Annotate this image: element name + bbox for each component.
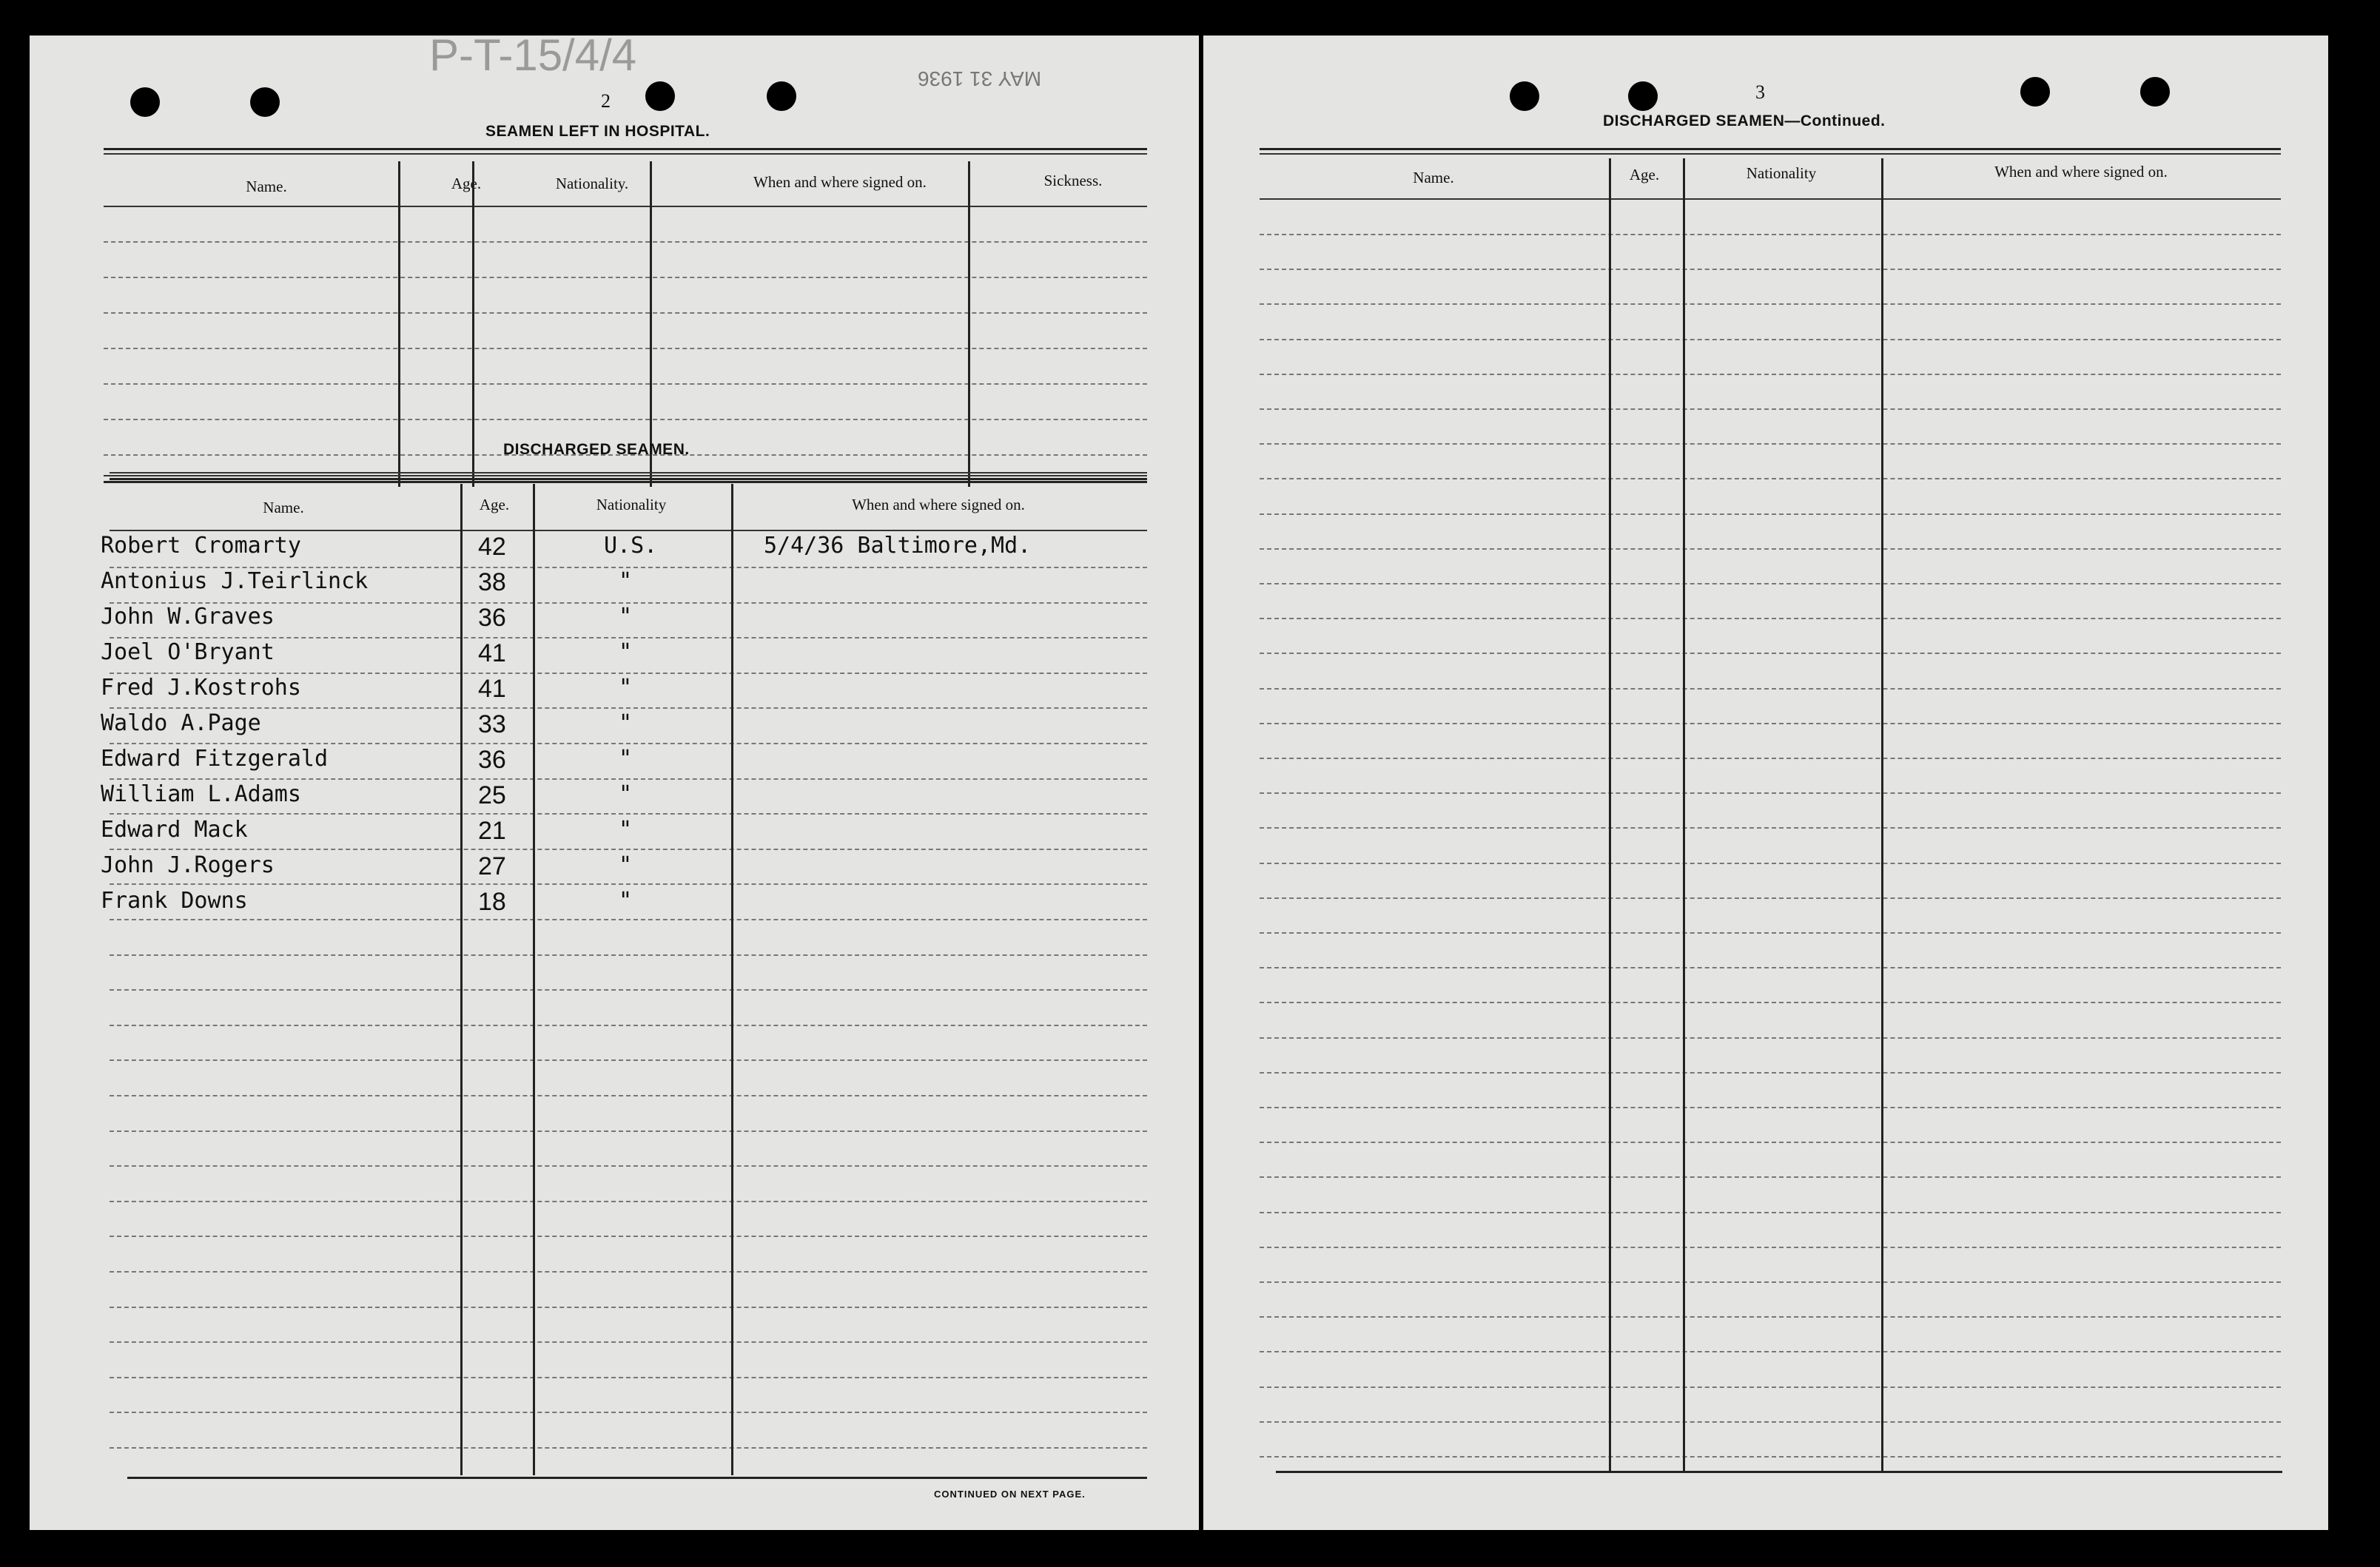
row-line bbox=[110, 1236, 1147, 1237]
seaman-age: 27 bbox=[478, 852, 506, 880]
punch-hole bbox=[1510, 81, 1539, 111]
seaman-name: Waldo A.Page bbox=[101, 710, 261, 736]
seaman-age: 42 bbox=[478, 533, 506, 561]
row-line bbox=[110, 637, 1147, 638]
row-line bbox=[110, 1341, 1147, 1343]
discharged-title: DISCHARGED SEAMEN. bbox=[503, 441, 690, 458]
rule bbox=[110, 478, 1147, 480]
row-line bbox=[104, 312, 1147, 314]
seaman-name: John W.Graves bbox=[101, 604, 275, 630]
seaman-name: Fred J.Kostrohs bbox=[101, 675, 301, 701]
col-divider bbox=[650, 161, 652, 487]
row-line bbox=[110, 883, 1147, 885]
row-line bbox=[1260, 339, 2281, 340]
continued-footer: CONTINUED ON NEXT PAGE. bbox=[934, 1489, 1086, 1500]
row-line bbox=[1260, 1456, 2281, 1458]
row-line bbox=[110, 849, 1147, 850]
hospital-col-nationality: Nationality. bbox=[555, 175, 629, 192]
seaman-age: 36 bbox=[478, 604, 506, 632]
date-stamp: MAY 31 1936 bbox=[918, 67, 1042, 90]
seaman-age: 36 bbox=[478, 746, 506, 774]
row-line bbox=[1260, 303, 2281, 305]
seaman-name: Edward Fitzgerald bbox=[101, 746, 329, 772]
row-line bbox=[1260, 1072, 2281, 1074]
seaman-name: Edward Mack bbox=[101, 817, 248, 843]
row-line bbox=[110, 778, 1147, 780]
right-page bbox=[1203, 52, 2328, 1530]
discharged-col-name: Name. bbox=[263, 499, 304, 516]
row-line bbox=[1260, 863, 2281, 864]
punch-hole bbox=[130, 87, 160, 117]
row-line bbox=[104, 419, 1147, 420]
hospital-col-signed-on: When and where signed on. bbox=[753, 173, 927, 191]
seaman-nationality: " bbox=[619, 888, 633, 914]
seaman-name: Frank Downs bbox=[101, 888, 248, 914]
discharged-col-signed-on: When and where signed on. bbox=[852, 496, 1025, 513]
rule bbox=[1260, 153, 2281, 155]
row-line bbox=[110, 989, 1147, 991]
seaman-nationality: U.S. bbox=[604, 533, 658, 559]
row-line bbox=[1260, 1386, 2281, 1388]
seaman-nationality: " bbox=[619, 639, 633, 665]
row-line bbox=[110, 1130, 1147, 1132]
row-line bbox=[1260, 1107, 2281, 1108]
row-line bbox=[104, 277, 1147, 278]
punch-hole bbox=[2140, 77, 2170, 107]
col-signed-on: When and where signed on. bbox=[1994, 163, 2168, 181]
hospital-col-age: Age. bbox=[451, 175, 482, 192]
punch-hole bbox=[250, 87, 280, 117]
row-line bbox=[110, 1412, 1147, 1413]
row-line bbox=[1260, 269, 2281, 270]
row-line bbox=[1260, 792, 2281, 794]
col-divider bbox=[398, 161, 400, 487]
row-line bbox=[1260, 1176, 2281, 1178]
row-line bbox=[110, 1201, 1147, 1202]
row-line bbox=[1260, 897, 2281, 899]
rule bbox=[127, 1477, 1147, 1479]
row-line bbox=[110, 1025, 1147, 1026]
seaman-age: 38 bbox=[478, 568, 506, 596]
row-line bbox=[110, 743, 1147, 744]
rule bbox=[104, 148, 1147, 150]
seaman-nationality: " bbox=[619, 604, 633, 630]
page-number: 2 bbox=[601, 90, 611, 112]
rule bbox=[104, 481, 1147, 483]
row-line bbox=[1260, 583, 2281, 584]
row-line bbox=[110, 1447, 1147, 1449]
seaman-nationality: " bbox=[619, 852, 633, 878]
row-line bbox=[110, 1095, 1147, 1096]
row-line bbox=[1260, 548, 2281, 550]
row-line bbox=[1260, 653, 2281, 654]
seaman-age: 18 bbox=[478, 888, 506, 916]
seaman-nationality: " bbox=[619, 710, 633, 736]
rule bbox=[104, 475, 1147, 476]
row-line bbox=[1260, 1212, 2281, 1213]
seaman-signed-on: 5/4/36 Baltimore,Md. bbox=[764, 533, 1032, 559]
seaman-age: 41 bbox=[478, 639, 506, 667]
col-divider bbox=[460, 484, 463, 1475]
hospital-col-name: Name. bbox=[246, 178, 287, 195]
page-number: 3 bbox=[1755, 81, 1765, 103]
seaman-name: Joel O'Bryant bbox=[101, 639, 275, 665]
row-line bbox=[1260, 723, 2281, 724]
rule bbox=[110, 472, 1147, 474]
row-line bbox=[110, 1165, 1147, 1167]
col-age: Age. bbox=[1629, 166, 1660, 183]
col-name: Name. bbox=[1413, 169, 1454, 186]
row-line bbox=[1260, 1037, 2281, 1039]
row-line bbox=[1260, 1351, 2281, 1352]
row-line bbox=[104, 348, 1147, 349]
left-page bbox=[30, 30, 1199, 1530]
col-divider bbox=[1881, 158, 1883, 1471]
seaman-nationality: " bbox=[619, 781, 633, 807]
row-line bbox=[1260, 234, 2281, 235]
row-line bbox=[1260, 1142, 2281, 1143]
row-line bbox=[1260, 374, 2281, 375]
hospital-col-sickness: Sickness. bbox=[1043, 172, 1103, 189]
seaman-age: 21 bbox=[478, 817, 506, 845]
col-divider bbox=[968, 161, 970, 487]
col-divider bbox=[1683, 158, 1685, 1471]
row-line bbox=[110, 1059, 1147, 1061]
discharged-col-nationality: Nationality bbox=[596, 496, 667, 513]
row-line bbox=[1260, 758, 2281, 759]
punch-hole bbox=[645, 81, 675, 111]
seaman-age: 33 bbox=[478, 710, 506, 738]
discharged-col-age: Age. bbox=[479, 496, 510, 513]
seaman-name: John J.Rogers bbox=[101, 852, 275, 878]
row-line bbox=[110, 1377, 1147, 1378]
row-line bbox=[110, 813, 1147, 815]
seaman-age: 41 bbox=[478, 675, 506, 703]
row-line bbox=[1260, 1281, 2281, 1283]
row-line bbox=[110, 1307, 1147, 1308]
punch-hole bbox=[1628, 81, 1658, 111]
row-line bbox=[104, 241, 1147, 243]
seaman-name: William L.Adams bbox=[101, 781, 301, 807]
seaman-nationality: " bbox=[619, 746, 633, 772]
header-rule bbox=[110, 530, 1147, 531]
rule bbox=[1276, 1471, 2282, 1473]
punch-hole bbox=[767, 81, 796, 111]
row-line bbox=[1260, 1421, 2281, 1423]
row-line bbox=[1260, 967, 2281, 968]
row-line bbox=[1260, 618, 2281, 619]
row-line bbox=[1260, 932, 2281, 934]
punch-hole bbox=[2020, 77, 2050, 107]
col-divider bbox=[533, 484, 535, 1475]
hospital-title: SEAMEN LEFT IN HOSPITAL. bbox=[485, 123, 710, 140]
row-line bbox=[110, 673, 1147, 674]
row-line bbox=[1260, 1316, 2281, 1318]
seaman-name: Antonius J.Teirlinck bbox=[101, 568, 369, 594]
row-line bbox=[1260, 688, 2281, 690]
header-rule bbox=[104, 206, 1147, 207]
col-divider bbox=[1609, 158, 1611, 1471]
discharged-continued-title: DISCHARGED SEAMEN—Continued. bbox=[1603, 112, 1886, 129]
row-line bbox=[110, 707, 1147, 709]
ink-stamp: P-T-15/4/4 bbox=[429, 30, 637, 80]
seaman-nationality: " bbox=[619, 675, 633, 701]
row-line bbox=[1260, 513, 2281, 515]
seaman-nationality: " bbox=[619, 568, 633, 594]
row-line bbox=[110, 954, 1147, 956]
row-line bbox=[1260, 827, 2281, 829]
seaman-nationality: " bbox=[619, 817, 633, 843]
row-line bbox=[1260, 443, 2281, 445]
row-line bbox=[104, 383, 1147, 385]
col-nationality: Nationality bbox=[1746, 164, 1817, 182]
header-rule bbox=[1260, 198, 2281, 200]
row-line bbox=[1260, 478, 2281, 479]
row-line bbox=[110, 919, 1147, 920]
torn-edge bbox=[1203, 36, 2328, 65]
rule bbox=[104, 153, 1147, 155]
col-divider bbox=[731, 484, 733, 1475]
row-line bbox=[110, 1271, 1147, 1273]
col-divider bbox=[472, 161, 474, 487]
row-line bbox=[1260, 1247, 2281, 1248]
row-line bbox=[1260, 408, 2281, 410]
seaman-age: 25 bbox=[478, 781, 506, 809]
row-line bbox=[1260, 1002, 2281, 1003]
rule bbox=[1260, 148, 2281, 150]
seaman-name: Robert Cromarty bbox=[101, 533, 301, 559]
